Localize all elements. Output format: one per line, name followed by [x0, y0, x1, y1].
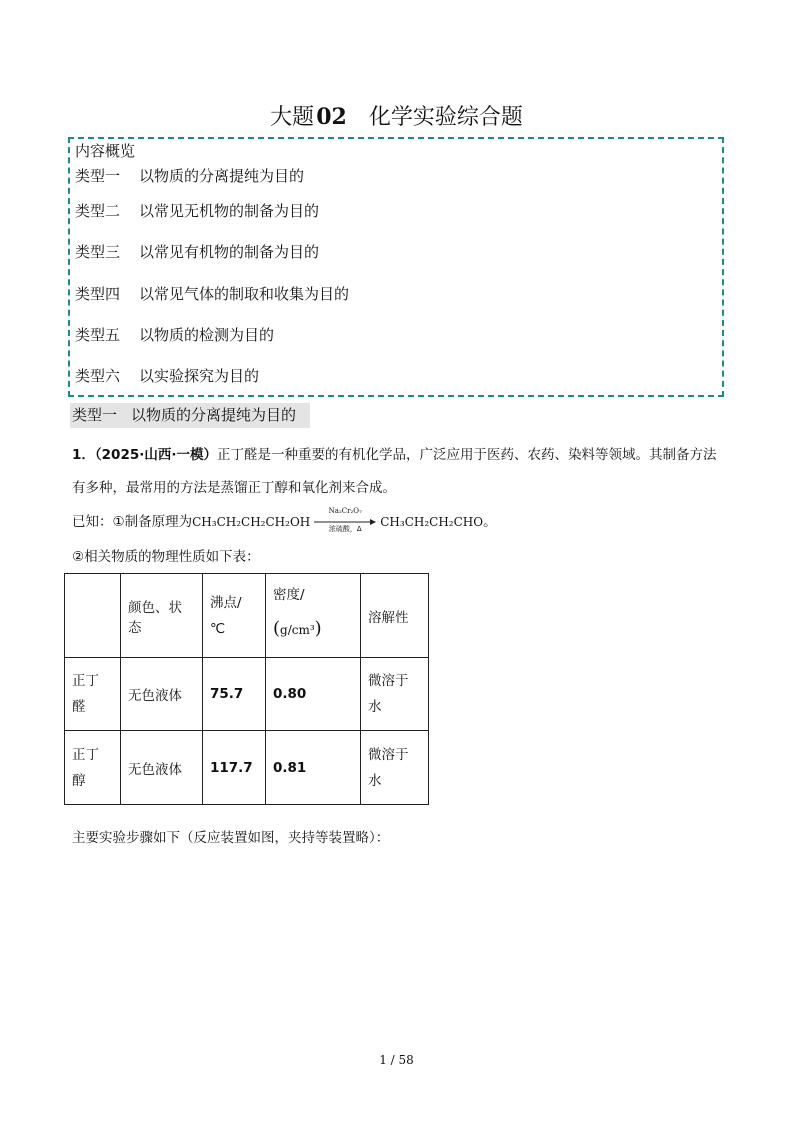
overview-item-text: 以物质的检测为目的: [139, 326, 275, 344]
cell-name: 正丁 醛: [65, 658, 121, 731]
table-header-row: [65, 574, 429, 658]
overview-heading: 内容概览: [75, 142, 136, 160]
steps-intro: 主要实验步骤如下（反应装置如图，夹持等装置略）：: [72, 830, 390, 846]
section-text: 以物质的分离提纯为目的: [131, 406, 297, 424]
problem-line-2: 有多种，最常用的方法是蒸馏正丁醇和氧化剂来合成。: [72, 480, 396, 496]
overview-item-label: 类型四: [75, 285, 121, 303]
cell-bp: 75.7: [203, 658, 266, 731]
arrow-reagent: Na₂Cr₂O₇: [328, 507, 362, 515]
overview-item-text: 以常见气体的制取和收集为目的: [139, 285, 350, 303]
table-row: [65, 658, 429, 731]
cell-bp: 117.7: [203, 731, 266, 805]
title-prefix: 大题: [270, 105, 315, 130]
title-number: 02: [316, 104, 347, 130]
overview-item-label: 类型二: [75, 202, 121, 220]
cell-solubility: 微溶于 水: [361, 731, 429, 805]
cell-state: 无色液体: [121, 731, 203, 805]
overview-item-1[interactable]: [75, 165, 304, 186]
header-cell-solubility: 溶解性: [361, 574, 429, 658]
reaction-arrow: [314, 507, 376, 533]
header-cell-density: 密度/ (g/cm³): [266, 574, 361, 658]
known-suffix: 。: [483, 514, 497, 530]
section-label: 类型一: [72, 406, 118, 424]
overview-item-4[interactable]: [75, 283, 349, 304]
overview-item-label: 类型六: [75, 367, 121, 385]
overview-item-5[interactable]: [75, 324, 274, 345]
overview-item-3[interactable]: [75, 241, 319, 262]
overview-item-label: 类型五: [75, 326, 121, 344]
overview-item-2[interactable]: [75, 200, 319, 221]
cell-name: 正丁 醇: [65, 731, 121, 805]
cell-solubility: 微溶于 水: [361, 658, 429, 731]
problem-number: 1．: [72, 447, 95, 463]
problem-text-1: 正丁醛是一种重要的有机化学品，广泛应用于医药、农药、染料等领域。其制备方法: [217, 447, 717, 463]
overview-item-label: 类型一: [75, 167, 121, 185]
reactant-formula: CH₃CH₂CH₂CH₂OH: [192, 515, 311, 529]
overview-item-text: 以物质的分离提纯为目的: [139, 167, 305, 185]
arrow-condition: 浓硫酸，Δ: [328, 525, 362, 533]
properties-table: [64, 573, 429, 805]
overview-item-text: 以实验探究为目的: [139, 367, 260, 385]
header-cell-bp: 沸点/ ℃: [203, 574, 266, 658]
table-intro: ②相关物质的物理性质如下表：: [72, 549, 260, 565]
overview-item-6[interactable]: [75, 365, 259, 386]
cell-density: 0.80: [266, 658, 361, 731]
section-heading: [70, 403, 310, 428]
overview-item-text: 以常见有机物的制备为目的: [139, 243, 320, 261]
problem-source: （2025·山西·一模）: [94, 447, 217, 463]
title-text: 化学实验综合题: [368, 105, 523, 130]
document-title: [0, 100, 793, 131]
cell-density: 0.81: [266, 731, 361, 805]
known-prefix: 已知：①制备原理为: [72, 514, 193, 530]
header-cell-name: [65, 574, 121, 658]
problem-line-1: [72, 443, 717, 463]
overview-item-label: 类型三: [75, 243, 121, 261]
reaction-line: [72, 507, 497, 533]
product-formula: CH₃CH₂CH₂CHO: [380, 515, 484, 529]
page-number: 1 / 58: [379, 1053, 414, 1067]
cell-state: 无色液体: [121, 658, 203, 731]
table-row: [65, 731, 429, 805]
overview-item-text: 以常见无机物的制备为目的: [139, 202, 320, 220]
header-cell-state: 颜色、状态: [121, 574, 203, 658]
